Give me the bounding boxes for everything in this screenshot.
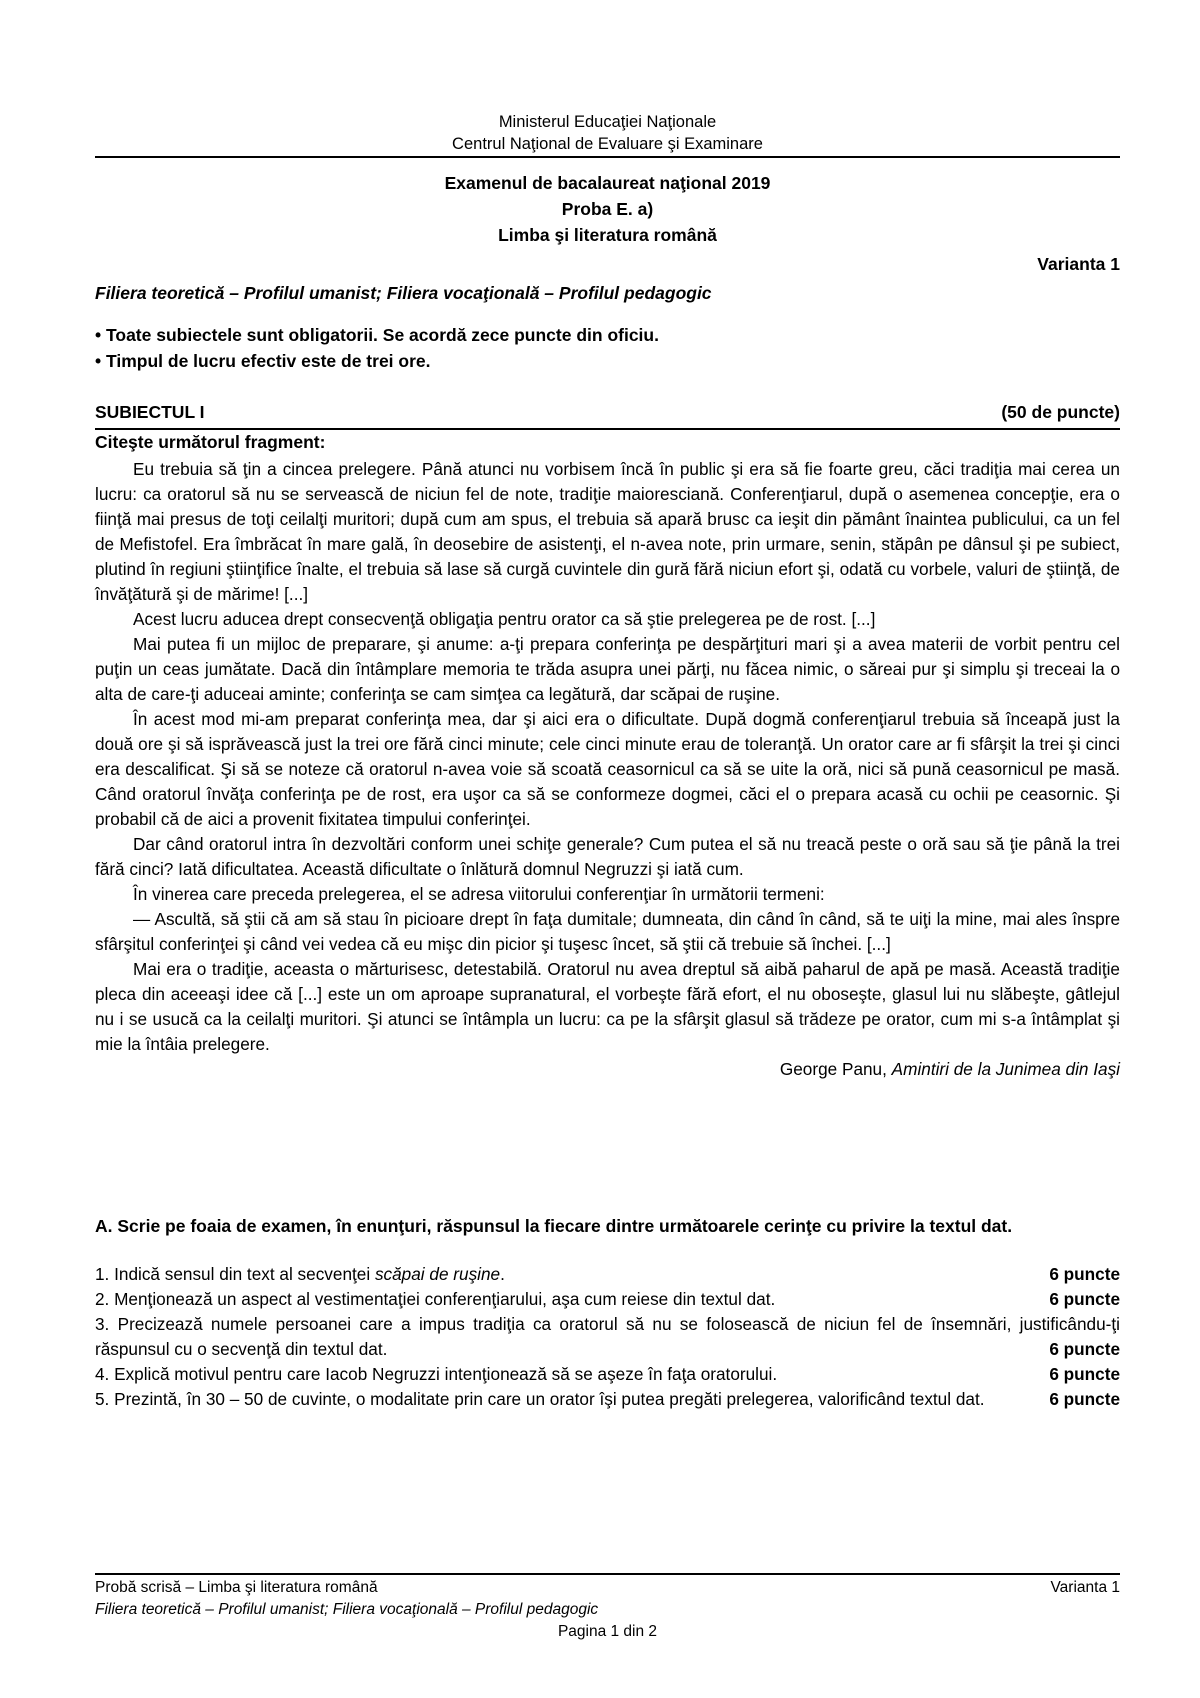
rule-item: • Timpul de lucru efectiv este de trei ore. (95, 351, 431, 371)
variant-label: Varianta 1 (1037, 254, 1120, 274)
reading-instruction: Citeşte următorul fragment: (95, 432, 326, 452)
question-item: 5. Prezintă, în 30 – 50 de cuvinte, o modalitate prin care un orator îşi putea pregăti prelegerea, valorificând textul dat. 6 puncte (95, 1387, 1120, 1412)
ministry-name: Ministerul Educaţiei Naţionale (498, 113, 717, 131)
source-author: George Panu, (779, 1059, 892, 1079)
footer-exam: Probă scrisă – Limba şi literatura română (95, 1579, 378, 1596)
fragment-paragraph: Dar când oratorul intra în dezvoltări conform unei schiţe generale? Cum putea el să nu treacă peste o oră sau să ţie până la trei fără cinci? Iată dificultatea. Această dificultate o înlătură domnul Negruzzi şi iată cum. (95, 834, 1120, 879)
footer-track: Filiera teoretică – Profilul umanist; Filiera vocaţională – Profilul pedagogic (95, 1601, 599, 1618)
fragment-paragraph: Mai era o tradiţie, aceasta o mărturisesc, detestabilă. Oratorul nu avea dreptul să aibă paharul de apă pe masă. Această tradiţie pleca din aceeaşi idee că [...] este un om aproape supranatural, el vorbeşte fără efort, el nu oboseşte, glasul lui nu slăbeşte, gâtlejul nu i se usucă ca la ceilalţi muritori. Şi atunci se întâmpla un lucru: ca pe la sfârşit glasul să trădeze pe orator, cum mi s-a întâmplat şi mie la întâia prelegere. (95, 959, 1120, 1054)
question-list (95, 1262, 1120, 1412)
footer-divider (95, 1573, 1120, 1575)
page-footer (95, 1577, 1120, 1643)
question-points: 6 puncte (1049, 1289, 1120, 1309)
subject-divider (95, 428, 1120, 430)
fragment-paragraph: În acest mod mi-am preparat conferinţa mea, dar şi aici era o dificultate. După dogmă conferenţiarul trebuia să înceapă just la două ore şi să isprăvească just la trei ore fără cinci minute; cele cinci minute erau de toleranţă. Un orator care ar fi sfârşit la trei şi cinci era descalificat. Şi să se noteze că oratorul n-avea voie să scoată ceasornicul ca să se uite la oră, nici să pună ceasornicul pe masă. Când oratorul învăţa conferinţa pe de rost, era uşor ca să se conformeze dogmei, căci el o prepara acasă cu ochii pe ceasornic. Şi probabil că de aici a provenit fixitatea timpului conferinţei. (95, 709, 1120, 829)
exam-title-line1: Examenul de bacalaureat naţional 2019 (444, 173, 771, 193)
rule-item: • Toate subiectele sunt obligatorii. Se acordă zece puncte din oficiu. (95, 325, 659, 345)
fragment-paragraph: Eu trebuia să ţin a cincea prelegere. Până atunci nu vorbisem încă în public şi era să fie foarte greu, căci tradiţia mai cerea un lucru: ca oratorul să nu se servească de niciun fel de note, tradiţie maioresciană. Conferenţiarul, după o asemenea concepţie, era o fiinţă mai presus de toţi ceilalţi muritori; după cum am spus, el trebuia să apară brusc ca ieşit din pământ înaintea publicului, ca un fel de Mefistofel. Era îmbrăcat în mare gală, în deosebire de asistenţi, el n-avea note, prin urmare, senin, stăpân pe dânsul şi pe subiect, plutind în regiuni ştiinţifice înalte, el trebuia să lase să curgă cuvintele din gură fără niciun efort şi, odată cu vorbele, valuri de ştiinţă, de învăţătură şi de mărime! [...] (95, 459, 1120, 604)
header-divider (95, 156, 1120, 158)
question-item: 6 puncte 1. Indică sensul din text al secvenţei scăpai de ruşine. (95, 1262, 1120, 1287)
track-profile: Filiera teoretică – Profilul umanist; Filiera vocaţională – Profilul pedagogic (95, 283, 712, 303)
question-item: 3. Precizează numele persoanei care a impus tradiţia ca oratorul să nu se folosească de niciun fel de însemnări, justificându-ţi răspunsul cu o secvenţă din textul dat. 6 puncte (95, 1312, 1120, 1362)
text-fragment (95, 457, 1120, 1082)
question-points: 6 puncte (1049, 1339, 1120, 1359)
exam-title-line2: Proba E. a) (561, 199, 654, 219)
fragment-source (95, 1057, 1120, 1082)
fragment-paragraph: În vinerea care preceda prelegerea, el se adresa viitorului conferenţiar în următorii termeni: (133, 884, 825, 904)
source-work: Amintiri de la Junimea din Iaşi (891, 1059, 1120, 1079)
footer-variant: Varianta 1 (1050, 1579, 1120, 1596)
fragment-paragraph: Acest lucru aducea drept consecvenţă obligaţia pentru orator ca să ştie prelegerea pe de rost. [...] (133, 609, 876, 629)
fragment-paragraph: Mai putea fi un mijloc de preparare, şi anume: a-ţi prepara conferinţa pe despărţituri mari şi a avea materii de vorbit pentru cel puţin un ceas jumătate. Dacă din întâmplare memoria te trăda asupra unei părţi, nu făcea nimic, o săreai pur şi simplu şi treceai la o alta de care-ţi aduceai aminte; conferinţa se cam simţea ca legătură, dar scăpai de ruşine. (95, 634, 1120, 704)
question-points: 6 puncte (1049, 1364, 1120, 1384)
exam-title (95, 170, 1120, 248)
subject-heading (95, 402, 1120, 423)
page-header (95, 111, 1120, 155)
exam-page (95, 0, 1120, 1698)
question-item: 6 puncte 4. Explică motivul pentru care Iacob Negruzzi intenţionează să se aşeze în faţa oratorului. (95, 1362, 1120, 1387)
exam-title-line3: Limba şi literatura română (498, 225, 717, 245)
page-number: Pagina 1 din 2 (557, 1623, 658, 1640)
question-points: 6 puncte (1049, 1389, 1120, 1409)
fragment-paragraph: — Ascultă, să ştii că am să stau în picioare drept în faţa dumitale; dumneata, din când în când, să te uiţi la mine, mai ales înspre sfârşitul conferinţei şi când vei vedea că eu mişc din picior şi tuşesc încet, să ştii că trebuie să închei. [...] (95, 909, 1120, 954)
question-points: 6 puncte (1049, 1264, 1120, 1284)
center-name: Centrul Naţional de Evaluare şi Examinare (452, 135, 763, 153)
question-item: 6 puncte 2. Menţionează un aspect al vestimentaţiei conferenţiarului, aşa cum reiese din textul dat. (95, 1287, 1120, 1312)
exam-rules (95, 322, 659, 374)
subject-points: (50 de puncte) (1001, 402, 1120, 422)
subject-label: SUBIECTUL I (95, 402, 205, 422)
section-a-heading: A. Scrie pe foaia de examen, în enunţuri, răspunsul la fiecare dintre următoarele cerinţe cu privire la textul dat. (95, 1216, 1013, 1236)
